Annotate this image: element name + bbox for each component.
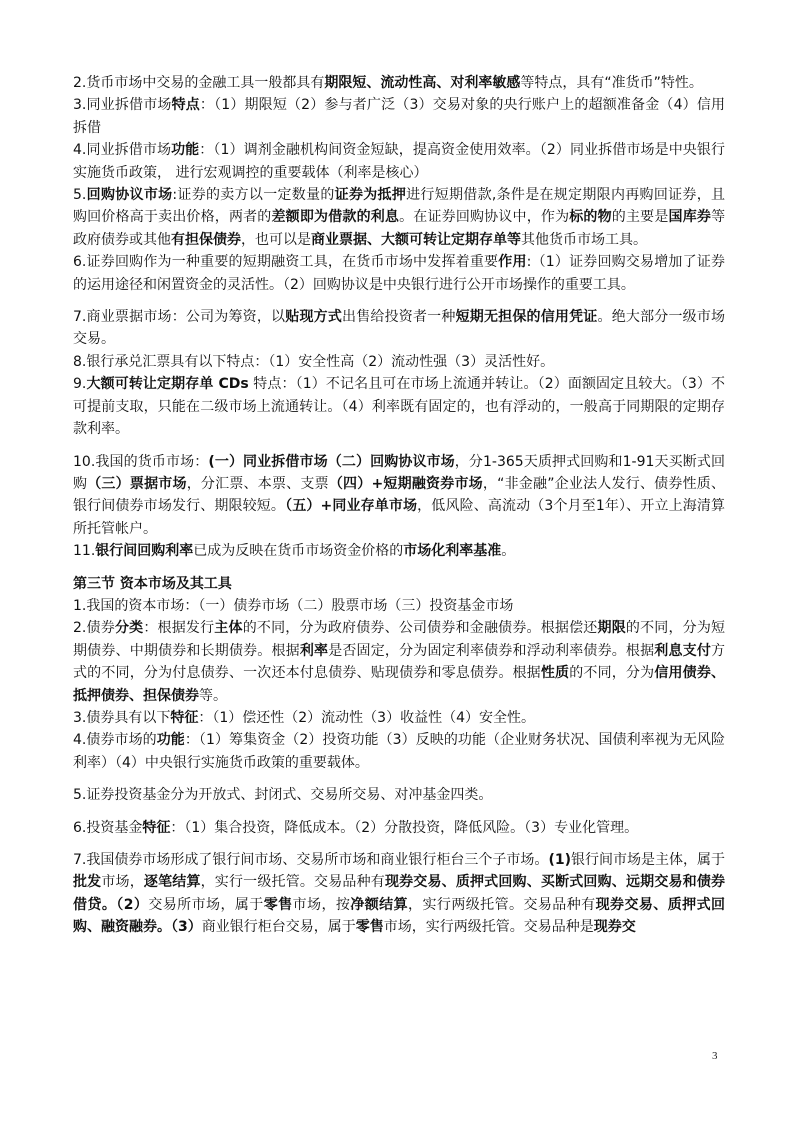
bold-text: 净额结算 (350, 896, 409, 913)
text-run: 的主要是 (611, 209, 669, 226)
text-run: 7.我国债券市场形成了银行间市场、交易所市场和商业银行柜台三个子市场。 (73, 852, 549, 868)
bold-text: 现券交易、质押式回购、买断式回购、远期交易和债券借贷。（2） (73, 874, 726, 913)
text-run: 的不同，分为 (569, 665, 655, 682)
bold-text: 标的物 (569, 209, 612, 226)
paragraph-p8 (73, 351, 725, 373)
bold-text: 零售 (355, 919, 384, 936)
bold-text: 回购协议市场 (86, 187, 173, 204)
paragraph-q5 (73, 784, 725, 806)
paragraph-q6 (73, 817, 725, 839)
bold-text: 有担保债券 (171, 231, 241, 248)
text-run: ，“非金融”企业法人发行、债券性质、银行间债券市场发行、期限较短。 (73, 475, 725, 515)
text-run: 10.我国的货币市场： (73, 453, 209, 470)
paragraph-q3 (73, 707, 725, 729)
bold-text: 期限短、流动性高、对利率敏感 (324, 75, 521, 91)
paragraph-p6 (73, 251, 725, 296)
text-run: 2.债券 (73, 620, 115, 637)
page-number: 3 (712, 1050, 718, 1062)
text-run: ：（1）调剂金融机构间资金短缺，提高资金使用效率。（2）同业拆借市场是中央银行实施货币政策， 进行宏观调控的重要载体（利率是核心） (73, 142, 726, 181)
bold-text: 功能 (156, 732, 185, 749)
bold-text: 批发 (73, 874, 102, 891)
text-run: :（1）证券回购交易增加了证券的运用途径和闲置资金的灵活性。（2）回购协议是中央银行进行公开市场操作的重要工具。 (73, 254, 726, 293)
text-run: ：（1）偿还性（2）流动性（3）收益性（4）安全性。 (198, 709, 535, 726)
bold-text: 主体 (214, 620, 243, 637)
bold-text: 现券交 (593, 919, 636, 936)
text-run: :证券的卖方以一定数量的 (172, 187, 335, 204)
bold-text: 作用 (498, 254, 527, 271)
bold-text: 性质 (540, 665, 570, 682)
text-run: 。 (501, 543, 516, 560)
text-run: 等政府债券或其他 (73, 209, 726, 248)
text-run: 等。 (199, 687, 227, 704)
section-heading (73, 573, 725, 595)
text-run: 3.同业拆借市场 (73, 97, 172, 114)
bold-text: 功能 (171, 142, 200, 159)
text-run: 是否固定，分为固定利率债券和浮动利率债券。根据 (328, 642, 655, 659)
text-run: 进行短期借款,条件是在规定期限内再购回证券，且购回价格高于卖出价格，两者的 (73, 187, 726, 226)
text-run: 特点：（1）不记名且可在市场上流通并转让。（2）面额固定且较大。（3）不可提前支取，只能在二级市场上流通转让。（4）利率既有固定的，也有浮动的，一般高于同期限的定期存款利率。 (73, 376, 725, 438)
text-run: 市场，实行两级托管。交易品种是 (383, 919, 594, 936)
text-run: 。绝大部分一级市场交易。 (73, 309, 726, 348)
text-run: 商业银行柜台交易，属于 (201, 919, 356, 936)
bold-text: 逐笔结算 (143, 874, 201, 891)
text-run: ，也可以是 (241, 231, 311, 248)
document-page (73, 72, 725, 939)
text-run: 市场，按 (292, 896, 351, 913)
text-run: 其他货币市场工具。 (521, 231, 647, 248)
paragraph-p4 (73, 139, 725, 184)
text-run: ：根据发行 (143, 620, 215, 637)
bold-text: 差额即为借款的利息 (271, 209, 400, 226)
text-run: ：（1）筹集资金（2）投资功能（3）反映的功能（企业财务状况、国债利率视为无风险利率）（4）中央银行实施货币政策的重要载体。 (73, 732, 725, 771)
bold-text: 贴现方式 (285, 309, 343, 326)
paragraph-q2 (73, 617, 725, 707)
text-run: 8.银行承兑汇票具有以下特点：（1）安全性高（2）流动性强（3）灵活性好。 (73, 353, 555, 370)
text-run: 的不同，分为短期债券、中期债券和长期债券。根据 (73, 620, 726, 659)
bold-text: （五）+同业存单市场 (285, 498, 418, 515)
text-run: ，实行一级托管。交易品种有 (200, 874, 385, 891)
text-run: 交易所市场，属于 (148, 896, 264, 913)
text-run: ，分汇票、本票、支票 (186, 475, 329, 492)
bold-text: 短期无担保的信用凭证 (455, 309, 598, 326)
text-run: 方式的不同，分为付息债券、一次还本付息债券、贴现债券和零息债券。根据 (73, 642, 726, 682)
text-run: 11. (73, 543, 96, 560)
paragraph-p7 (73, 306, 725, 351)
text-run: 6.投资基金 (73, 819, 143, 836)
text-run: 银行间市场是主体，属于 (570, 852, 726, 868)
bold-text: 分类 (114, 620, 144, 637)
bold-text: 市场化利率基准 (403, 543, 502, 560)
bold-text: 特征 (142, 819, 171, 836)
bold-text: 现券交易、质押式回购、融资融券。（3） (73, 896, 726, 936)
text-run: 5.证券投资基金分为开放式、封闭式、交易所交易、对冲基金四类。 (73, 787, 493, 804)
document-body (73, 72, 725, 939)
text-run: 的不同，分为政府债券、公司债券和金融债券。根据偿还 (242, 620, 598, 637)
text-run: ：（1）期限短（2）参与者广泛（3）交易对象的央行账户上的超额准备金（4）信用拆借 (73, 97, 726, 136)
text-run: 4.同业拆借市场 (73, 142, 172, 159)
bold-text: 第三节 资本市场及其工具 (73, 575, 232, 592)
bold-text: 大额可转让定期存单 CDs (86, 376, 249, 393)
bold-text: 零售 (263, 896, 293, 913)
text-run: 3.债券具有以下 (73, 709, 171, 726)
bold-text: 特征 (170, 709, 199, 726)
text-run: ，低风险、高流动（3个月至1年）、开立上海清算所托管帐户。 (73, 498, 725, 537)
text-run: ，实行两级托管。交易品种有 (408, 896, 596, 913)
text-run: 已成为反映在货币市场资金价格的 (193, 543, 404, 560)
bold-text: 期限 (597, 620, 626, 637)
bold-text: (1) (548, 852, 571, 868)
text-run: 5. (73, 187, 87, 204)
bold-text: 信用债券、抵押债券、担保债券 (73, 665, 726, 704)
text-run: 4.债券市场的 (73, 732, 157, 749)
text-run: 等特点，具有“准货币”特性。 (520, 75, 703, 91)
paragraph-p5 (73, 184, 725, 251)
text-run: 7.商业票据市场：公司为筹资，以 (73, 309, 286, 326)
bold-text: 特点 (171, 97, 200, 114)
text-run: ：（1）集合投资，降低成本。（2）分散投资，降低风险。（3）专业化管理。 (170, 819, 639, 836)
bold-text: 商业票据、大额可转让定期存单等 (311, 231, 521, 248)
paragraph-p3 (73, 94, 725, 139)
bold-text: 利息支付 (654, 642, 712, 659)
paragraph-q4 (73, 729, 725, 774)
text-run: ，分1-365天质押式回购和1-91天买断式回购 (73, 453, 725, 492)
bold-text: (一）同业拆借市场（二）回购协议市场 (208, 453, 455, 470)
paragraph-p9 (73, 373, 725, 440)
bold-text: 证券为抵押 (334, 187, 407, 204)
paragraph-q1 (73, 595, 725, 617)
paragraph-q7 (73, 849, 725, 939)
text-run: 6.证券回购作为一种重要的短期融资工具，在货币市场中发挥着重要 (73, 254, 499, 271)
paragraph-p2 (73, 72, 725, 94)
text-run: 1.我国的资本市场：（一）债券市场（二）股票市场（三）投资基金市场 (73, 597, 514, 614)
bold-text: （四）+短期融资券市场 (328, 475, 483, 492)
bold-text: 利率 (299, 642, 329, 659)
text-run: 出售给投资者一种 (342, 309, 456, 326)
bold-text: （三）票据市场 (87, 475, 187, 492)
bold-text: 银行间回购利率 (95, 543, 194, 560)
paragraph-p11 (73, 540, 725, 562)
paragraph-p10 (73, 451, 725, 541)
text-run: 市场， (101, 874, 144, 891)
text-run: 9. (73, 376, 87, 393)
bold-text: 国库券 (668, 209, 712, 226)
text-run: 2.货币市场中交易的金融工具一般都具有 (73, 75, 325, 91)
text-run: 。在证券回购协议中，作为 (399, 209, 570, 226)
